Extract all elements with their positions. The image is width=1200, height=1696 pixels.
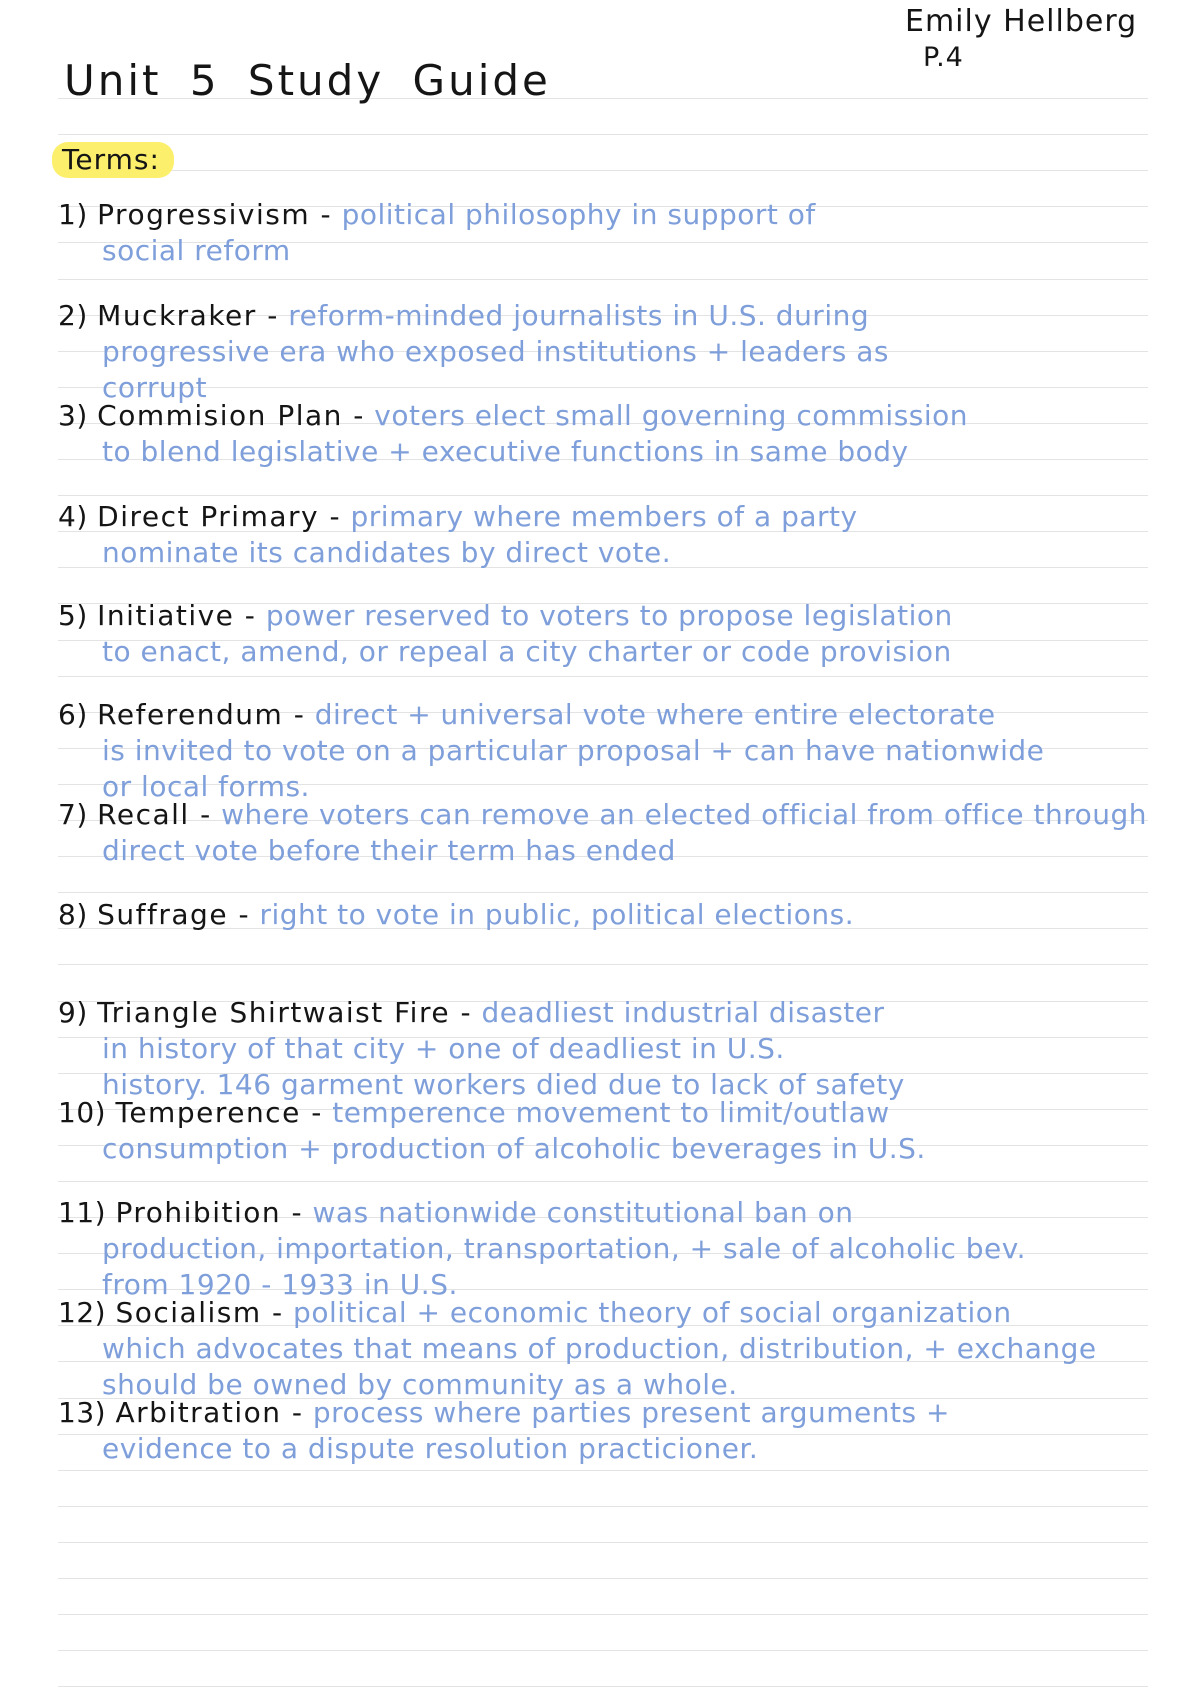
term-number: 9) [58,996,88,1029]
ruled-line [58,1506,1148,1507]
term-word: Socialism - [115,1296,284,1329]
term-line [58,995,1193,1031]
term-definition-line: or local forms. [102,770,310,803]
term-item [58,1295,1193,1403]
ruled-line [58,1614,1148,1615]
term-line [58,598,1193,634]
term-definition-line: to enact, amend, or repeal a city charter or code provision [102,635,952,668]
term-definition-line: to blend legislative + executive functions in same body [102,435,909,468]
author-block [905,4,1195,76]
term-definition-line: social reform [102,234,291,267]
term-definition-line: should be owned by community as a whole. [102,1368,738,1401]
term-word: Prohibition - [115,1196,304,1229]
term-number: 5) [58,599,88,632]
ruled-line [58,134,1148,135]
term-definition-line: in history of that city + one of deadliest in U.S. [102,1032,785,1065]
term-definition-line: corrupt [102,371,208,404]
ruled-line [58,964,1148,965]
term-word: Temperence - [115,1096,323,1129]
term-number: 4) [58,500,88,533]
term-item [58,1395,1193,1467]
term-item [58,398,1193,470]
term-line [58,1095,1193,1131]
term-definition-line: is invited to vote on a particular proposal + can have nationwide [102,734,1045,767]
term-item [58,197,1193,269]
term-definition-line: history. 146 garment workers died due to lack of safety [102,1068,905,1101]
term-number: 12) [58,1296,107,1329]
term-word: Referendum - [97,698,306,731]
term-word: Commision Plan - [97,399,365,432]
term-word: Suffrage - [97,898,251,931]
term-number: 1) [58,198,88,231]
term-line [58,1395,1193,1431]
term-number: 11) [58,1196,107,1229]
term-word: Recall - [97,798,212,831]
term-number: 2) [58,299,88,332]
term-definition-line: nominate its candidates by direct vote. [102,536,672,569]
term-definition-line: progressive era who exposed institutions + leaders as [102,335,890,368]
term-line [58,499,1193,535]
term-word: Initiative - [97,599,257,632]
term-item [58,598,1193,670]
term-line [58,1195,1193,1231]
term-definition-line: where voters can remove an elected official from office through [221,798,1148,831]
term-item [58,797,1193,869]
term-item [58,995,1193,1103]
term-definition-line: was nationwide constitutional ban on [312,1196,854,1229]
ruled-line [58,892,1148,893]
term-number: 13) [58,1396,107,1429]
term-line [58,398,1193,434]
ruled-line [58,1470,1148,1471]
term-line [58,797,1193,833]
term-definition-line: political + economic theory of social organization [293,1296,1012,1329]
term-number: 6) [58,698,88,731]
term-definition-line: consumption + production of alcoholic beverages in U.S. [102,1132,926,1165]
ruled-line [58,1542,1148,1543]
term-definition-line: temperence movement to limit/outlaw [332,1096,890,1129]
ruled-line [58,676,1148,677]
term-definition-line: which advocates that means of production, distribution, + exchange [102,1332,1097,1365]
ruled-line [58,1650,1148,1651]
term-word: Arbitration - [115,1396,304,1429]
author-name: Emily Hellberg [905,4,1138,39]
term-item [58,897,1193,933]
term-line [58,298,1193,334]
term-definition-line: right to vote in public, political elections. [259,898,855,931]
term-item [58,697,1193,805]
term-definition-line: primary where members of a party [350,500,858,533]
term-number: 10) [58,1096,107,1129]
term-item [58,298,1193,406]
term-definition-line: direct + universal vote where entire electorate [314,698,996,731]
page-title: Unit 5 Study Guide [64,56,551,105]
term-line [58,697,1193,733]
term-definition-line: process where parties present arguments + [312,1396,950,1429]
term-word: Triangle Shirtwaist Fire - [97,996,473,1029]
term-item [58,1195,1193,1303]
term-definition-line: from 1920 - 1933 in U.S. [102,1268,458,1301]
ruled-line [58,279,1148,280]
ruled-line [58,495,1148,496]
ruled-line [58,1578,1148,1579]
ruled-line [58,1686,1148,1687]
term-definition-line: political philosophy in support of [341,198,816,231]
term-definition-line: direct vote before their term has ended [102,834,676,867]
term-definition-line: deadliest industrial disaster [481,996,885,1029]
term-line [58,897,1193,933]
term-line [58,1295,1193,1331]
term-definition-line: production, importation, transportation, + sale of alcoholic bev. [102,1232,1027,1265]
terms-heading: Terms: [52,142,174,178]
term-number: 8) [58,898,88,931]
term-word: Muckraker - [97,299,279,332]
class-period: P.4 [923,42,964,73]
term-definition-line: evidence to a dispute resolution practicioner. [102,1432,759,1465]
term-item [58,1095,1193,1167]
ruled-line [58,170,1148,171]
ruled-line [58,1181,1148,1182]
term-line [58,197,1193,233]
term-number: 7) [58,798,88,831]
term-definition-line: power reserved to voters to propose legislation [265,599,953,632]
term-word: Progressivism - [97,198,333,231]
term-definition-line: reform-minded journalists in U.S. during [288,299,870,332]
term-word: Direct Primary - [97,500,342,533]
term-item [58,499,1193,571]
term-number: 3) [58,399,88,432]
term-definition-line: voters elect small governing commission [374,399,969,432]
